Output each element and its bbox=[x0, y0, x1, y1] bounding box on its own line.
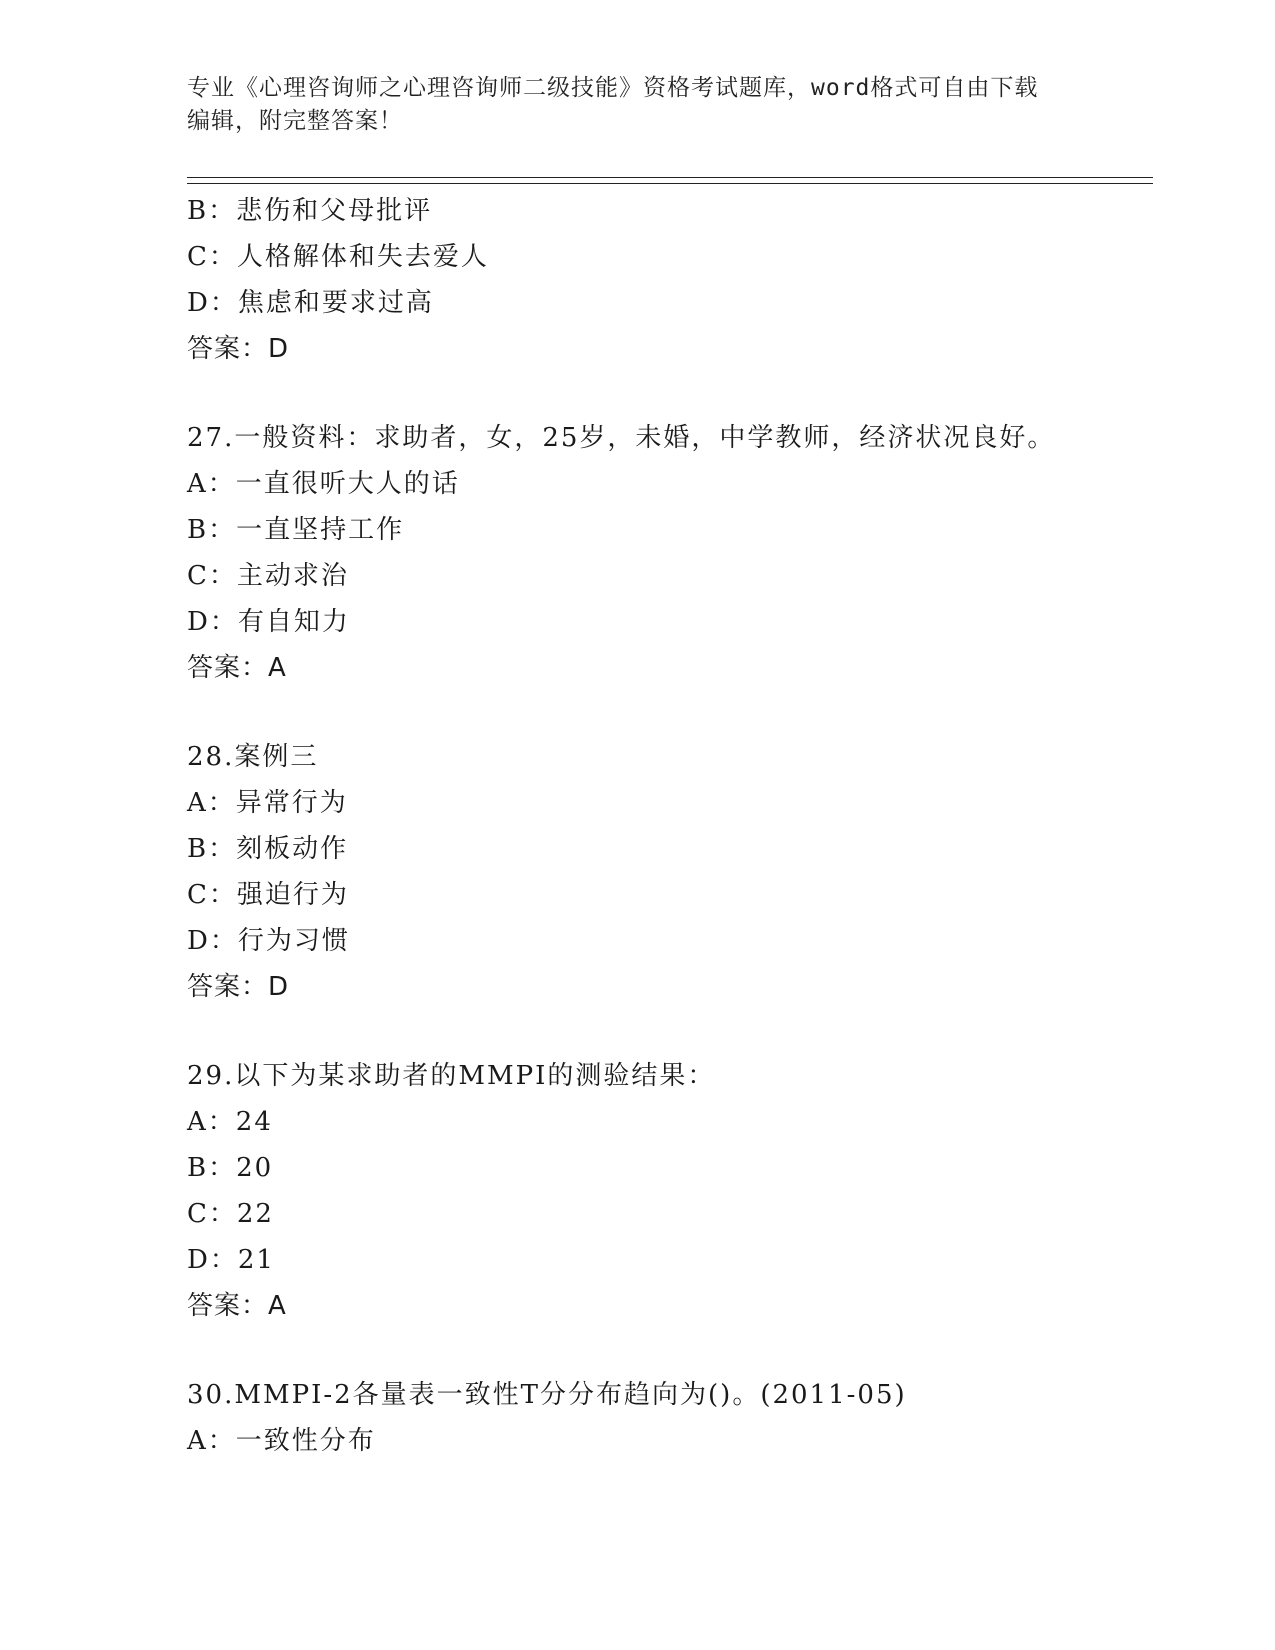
question-block-29 bbox=[187, 1053, 1147, 1329]
option-d: D：有自知力 bbox=[187, 607, 350, 637]
option-b: B：悲伤和父母批评 bbox=[187, 196, 433, 226]
option-a: A：一直很听大人的话 bbox=[187, 469, 460, 499]
option-b: B：20 bbox=[187, 1153, 274, 1183]
answer-line: 答案：D bbox=[187, 972, 290, 1002]
option-c: C：主动求治 bbox=[187, 561, 349, 591]
option-a: A：异常行为 bbox=[187, 788, 348, 818]
question-list bbox=[187, 188, 1147, 1464]
header-divider-top bbox=[187, 177, 1153, 178]
question-stem: 27.一般资料：求助者，女，25岁，未婚，中学教师，经济状况良好。 bbox=[187, 423, 1056, 453]
option-c: C：22 bbox=[187, 1199, 274, 1229]
question-block-27 bbox=[187, 415, 1147, 691]
option-a: A：24 bbox=[187, 1107, 273, 1137]
option-d: D：21 bbox=[187, 1245, 275, 1275]
header-divider-bottom bbox=[187, 183, 1153, 184]
answer-line: 答案：A bbox=[187, 1291, 287, 1321]
question-stem: 30.MMPI-2各量表一致性T分分布趋向为()。(2011-05) bbox=[187, 1380, 907, 1410]
question-block-30 bbox=[187, 1372, 1147, 1464]
question-block-continued bbox=[187, 188, 1147, 372]
option-c: C：人格解体和失去爱人 bbox=[187, 242, 489, 272]
question-block-28 bbox=[187, 734, 1147, 1010]
header-line-2: 编辑，附完整答案！ bbox=[187, 108, 403, 134]
answer-line: 答案：D bbox=[187, 334, 290, 364]
option-d: D：行为习惯 bbox=[187, 926, 350, 956]
option-c: C：强迫行为 bbox=[187, 880, 349, 910]
option-b: B：刻板动作 bbox=[187, 834, 349, 864]
option-a: A：一致性分布 bbox=[187, 1426, 376, 1456]
header-line-1: 专业《心理咨询师之心理咨询师二级技能》资格考试题库，word格式可自由下载 bbox=[187, 75, 1039, 101]
option-d: D：焦虑和要求过高 bbox=[187, 288, 434, 318]
document-header bbox=[187, 72, 1087, 138]
question-stem: 28.案例三 bbox=[187, 742, 319, 772]
option-b: B：一直坚持工作 bbox=[187, 515, 405, 545]
answer-line: 答案：A bbox=[187, 653, 287, 683]
question-stem: 29.以下为某求助者的MMPI的测验结果： bbox=[187, 1061, 716, 1091]
